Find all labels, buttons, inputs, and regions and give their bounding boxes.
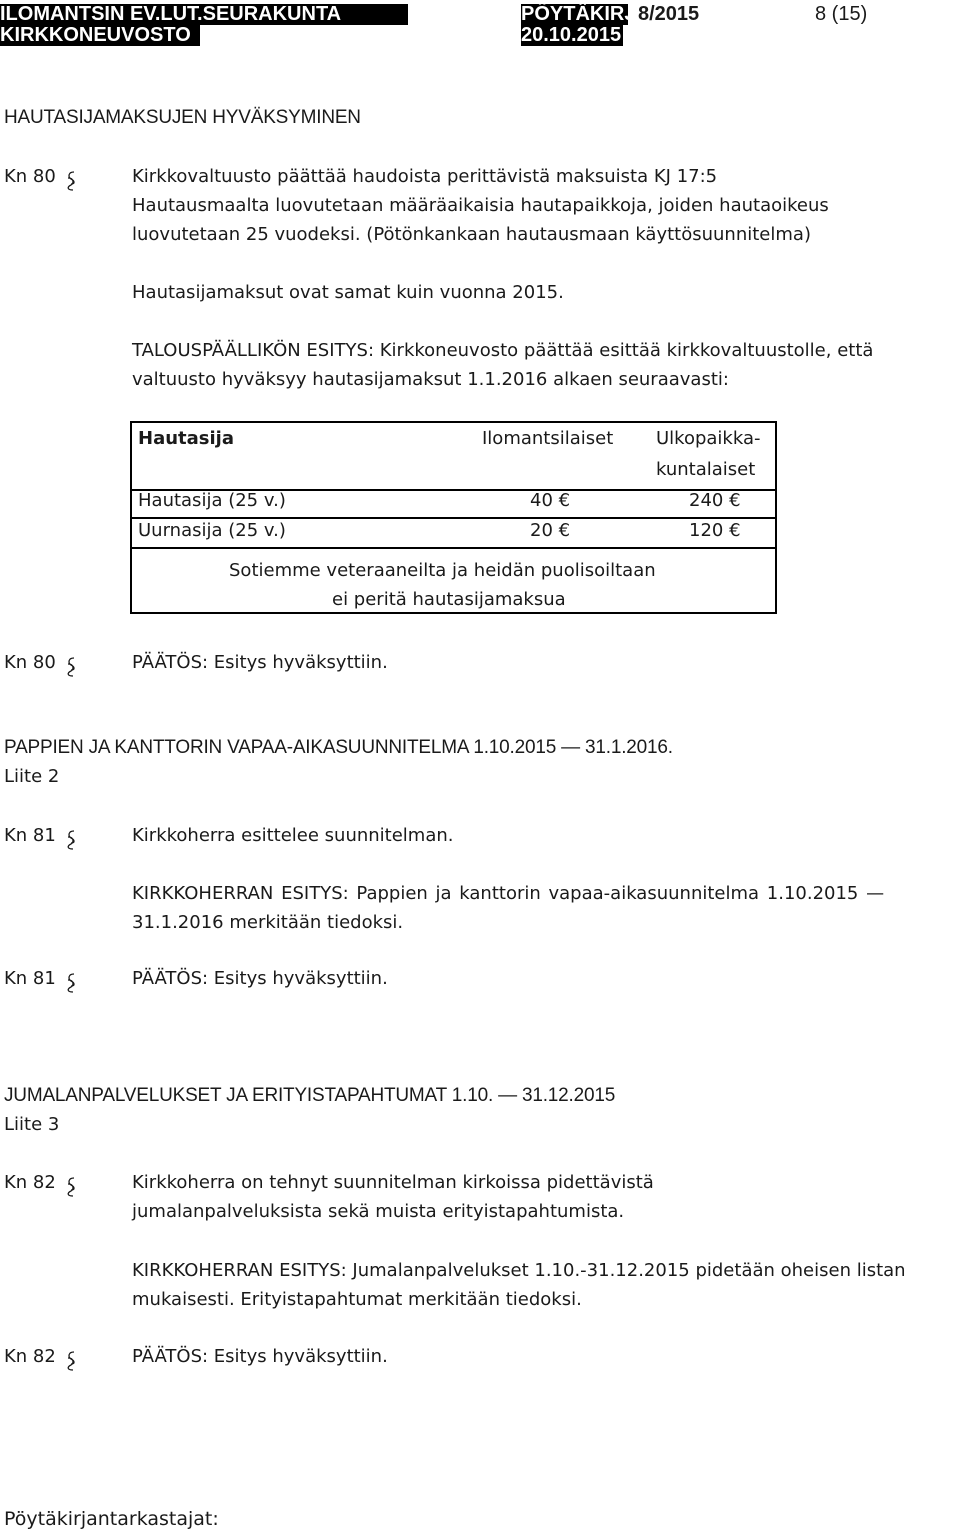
table-header-outside-cont: kuntalaiset xyxy=(656,459,756,480)
kn-number: Kn 82 xyxy=(4,1346,56,1367)
section-sign-icon xyxy=(65,1350,77,1372)
attachment-ref: Liite 3 xyxy=(4,1114,60,1135)
section-title: PAPPIEN JA KANTTORIN VAPAA-AIKASUUNNITELMA 1.10.2015 — 31.1.2016. xyxy=(4,737,673,758)
kn-number: Kn 81 xyxy=(4,968,56,989)
fees-table xyxy=(130,421,777,614)
proposal xyxy=(132,336,932,394)
section-sign-icon xyxy=(65,972,77,994)
section-body xyxy=(132,162,932,249)
presentation: Kirkkoherra esittelee suunnitelman. xyxy=(132,825,454,846)
table-footnote: Sotiemme veteraaneilta ja heidän puolisoiltaan xyxy=(229,560,656,581)
body-line: jumalanpalveluksista sekä muista erityistapahtumista. xyxy=(132,1201,625,1222)
row-label: Uurnasija (25 v.) xyxy=(138,520,286,541)
table-header-locals: Ilomantsilaiset xyxy=(482,428,614,449)
attachment-ref: Liite 2 xyxy=(4,766,60,787)
decision: PÄÄTÖS: Esitys hyväksyttiin. xyxy=(132,652,388,673)
section-sign-icon xyxy=(65,656,77,678)
footer-signers: Pöytäkirjantarkastajat: xyxy=(4,1508,219,1530)
table-header-outside: Ulkopaikka- xyxy=(656,428,761,449)
org-body: KIRKKONEUVOSTO xyxy=(0,25,200,46)
proposal-line: valtuusto hyväksyy hautasijamaksut 1.1.2016 alkaen seuraavasti: xyxy=(132,369,729,390)
row-label: Hautasija (25 v.) xyxy=(138,490,286,511)
section-title: JUMALANPALVELUKSET JA ERITYISTAPAHTUMAT 1.10. — 31.12.2015 xyxy=(4,1085,616,1106)
body-line: Kirkkoherra on tehnyt suunnitelman kirkoissa pidettävistä xyxy=(132,1172,654,1193)
table-divider xyxy=(132,517,775,519)
doc-number: 8/2015 xyxy=(638,3,700,25)
fees-note: Hautasijamaksut ovat samat kuin vuonna 2015. xyxy=(132,282,564,303)
body-line: Kirkkovaltuusto päättää haudoista perittävistä maksuista KJ 17:5 xyxy=(132,166,718,187)
row-outside-fee: 120 € xyxy=(689,520,741,541)
doc-date: 20.10.2015 xyxy=(521,24,622,46)
section-sign-icon xyxy=(65,1176,77,1198)
kn-number: Kn 80 xyxy=(4,166,56,187)
proposal-line: 31.1.2016 merkitään tiedoksi. xyxy=(132,912,404,933)
proposal-line: KIRKKOHERRAN ESITYS: Pappien ja kanttorin vapaa-aikasuunnitelma 1.10.2015 — xyxy=(132,883,885,904)
body-line: Hautausmaalta luovutetaan määräaikaisia hautapaikkoja, joiden hautaoikeus xyxy=(132,195,829,216)
org-name: ILOMANTSIN EV.LUT.SEURAKUNTA xyxy=(0,4,408,25)
kn-number: Kn 82 xyxy=(4,1172,56,1193)
page-number: 8 (15) xyxy=(815,3,868,25)
kn-number: Kn 81 xyxy=(4,825,56,846)
kn-number: Kn 80 xyxy=(4,652,56,673)
decision: PÄÄTÖS: Esitys hyväksyttiin. xyxy=(132,968,388,989)
section-sign-icon xyxy=(65,170,77,192)
table-divider xyxy=(132,547,775,549)
doc-type: PÖYTÄKIRJA xyxy=(521,3,650,25)
section-sign-icon xyxy=(65,829,77,851)
table-header-grave: Hautasija xyxy=(138,428,234,449)
proposal xyxy=(132,879,932,937)
body-line: luovutetaan 25 vuodeksi. (Pötönkankaan hautausmaan käyttösuunnitelma) xyxy=(132,224,811,245)
row-local-fee: 20 € xyxy=(530,520,571,541)
proposal-line: TALOUSPÄÄLLIKÖN ESITYS: Kirkkoneuvosto päättää esittää kirkkovaltuustolle, että xyxy=(132,340,874,361)
proposal-line: mukaisesti. Erityistapahtumat merkitään tiedoksi. xyxy=(132,1289,582,1310)
section-title: HAUTASIJAMAKSUJEN HYVÄKSYMINEN xyxy=(4,107,361,128)
proposal xyxy=(132,1256,932,1314)
table-footnote: ei peritä hautasijamaksua xyxy=(332,589,566,610)
section-body xyxy=(132,1168,932,1226)
proposal-line: KIRKKOHERRAN ESITYS: Jumalanpalvelukset 1.10.-31.12.2015 pidetään oheisen listan xyxy=(132,1260,906,1281)
row-outside-fee: 240 € xyxy=(689,490,741,511)
row-local-fee: 40 € xyxy=(530,490,571,511)
decision: PÄÄTÖS: Esitys hyväksyttiin. xyxy=(132,1346,388,1367)
